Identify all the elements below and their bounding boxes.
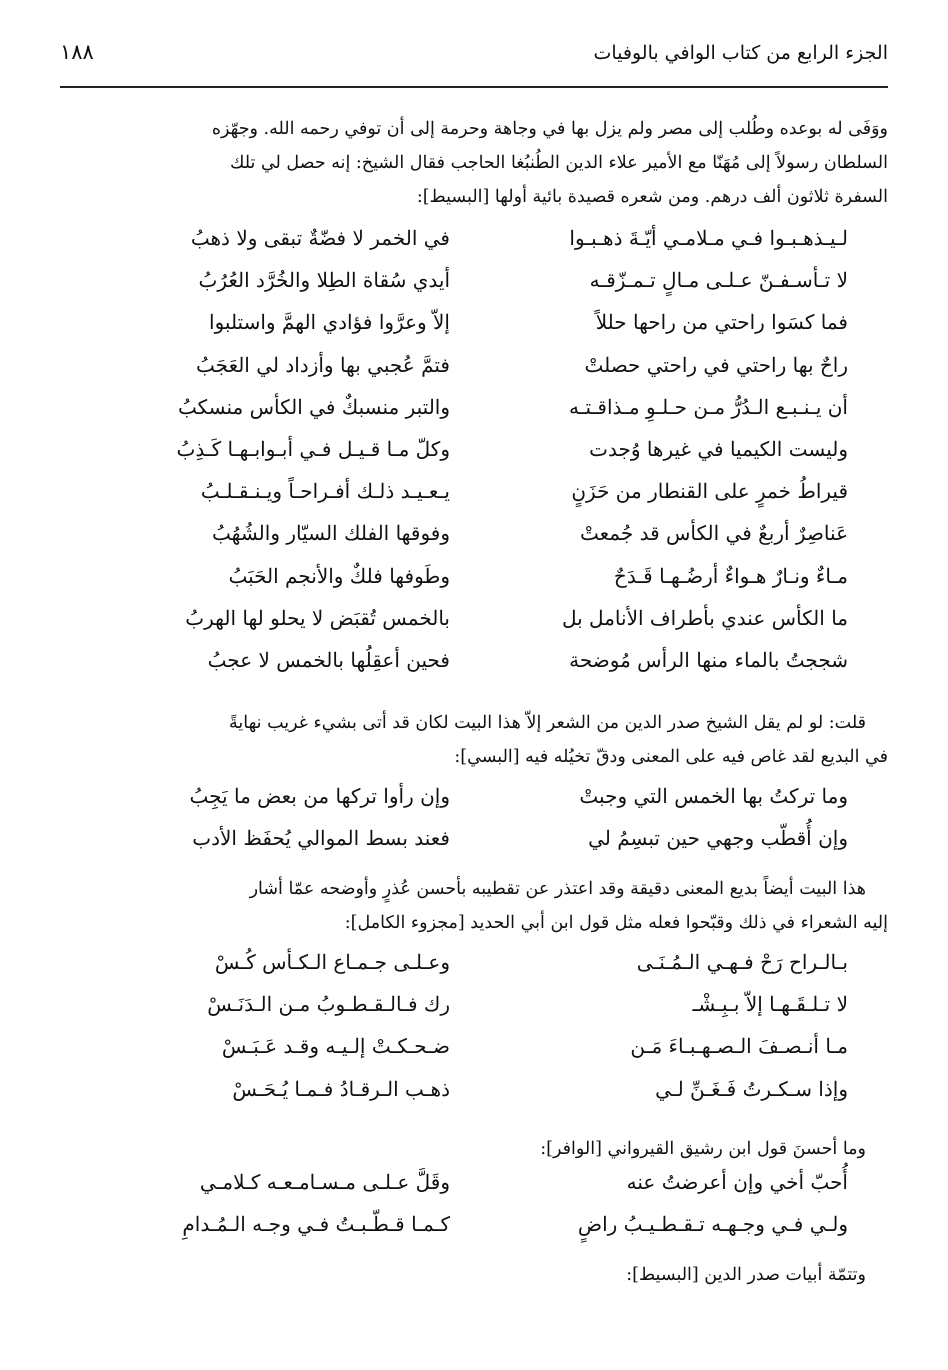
verse-line	[60, 644, 888, 686]
hemistich-first: لا تـلـقَـهـا إلاّ بـبِـشْـ	[692, 992, 848, 1017]
verse-line	[60, 306, 888, 348]
poem-block-4	[60, 1166, 888, 1250]
hemistich-first: ولـي فـي وجـهـه تـقـطـيـبُ راضٍ	[577, 1212, 848, 1237]
prose-line: هذا البيت أيضاً بديع المعنى دقيقة وقد اعتذر عن تقطيبه بأحسن عُذرٍ وأوضحه عمّا أشار	[249, 879, 866, 899]
verse-line	[60, 1166, 888, 1208]
hemistich-second: كـمـا قـطّـبـتُ فـي وجـه الـمُـدامِ	[182, 1212, 450, 1237]
poem-block-2	[60, 780, 888, 864]
verse-line	[60, 391, 888, 433]
hemistich-second: بالخمس تُقبَض لا يحلو لها الهربُ	[185, 605, 450, 630]
prose-paragraph-5	[60, 1258, 888, 1292]
poem-block-3	[60, 946, 888, 1115]
verse-line	[60, 780, 888, 822]
verse-line	[60, 349, 888, 391]
verse-line	[60, 1030, 888, 1072]
verse-line	[60, 822, 888, 864]
verse-line	[60, 1208, 888, 1250]
hemistich-second: ضـحـكـتْ إلـيـه وقـد عَـبَـسْ	[221, 1034, 450, 1059]
prose-paragraph-2	[60, 706, 888, 774]
hemistich-first: وإذا سـكـرتُ فَـغَـنِّ لـي	[655, 1076, 848, 1101]
running-header	[60, 36, 888, 88]
hemistich-first: وليست الكيميا في غيرها وُجدت	[589, 436, 848, 461]
prose-paragraph-4	[60, 1132, 888, 1166]
hemistich-first: وما تركتُ بها الخمس التي وجبتْ	[579, 784, 848, 808]
hemistich-first: لـيـذهـبـوا فـي مـلامـي أيّـةَ ذهـبـوا	[569, 226, 848, 250]
hemistich-second: فتمَّ عُجبي بها وأزداد لي العَجَبُ	[196, 352, 450, 377]
verse-line	[60, 264, 888, 306]
prose-line: في البديع لقد غاص فيه على المعنى ودقّ تخيُله فيه [البسي]:	[454, 747, 888, 767]
verse-line	[60, 988, 888, 1030]
hemistich-second: أيدي سُقاة الطِلا والخُرَّد العُرُبُ	[198, 268, 450, 293]
hemistich-first: قيراطُ خمرٍ على القنطار من حَزَنٍ	[571, 479, 848, 504]
hemistich-first: أُحبّ أخي وإن أعرضتُ عنه	[626, 1170, 848, 1194]
hemistich-first: ما الكأس عندي بأطراف الأنامل بل	[561, 605, 848, 630]
verse-line	[60, 475, 888, 517]
hemistich-second: ذهـب الـرقـادُ فـمـا يُـحَـسْ	[232, 1076, 450, 1101]
verse-line	[60, 560, 888, 602]
hemistich-second: وعـلـى جـمـاع الـكـأس كُـسْ	[214, 950, 450, 974]
hemistich-first: عَناصِرٌ أربعٌ في الكأس قد جُمعتْ	[580, 521, 848, 546]
verse-line	[60, 517, 888, 559]
verse-line	[60, 946, 888, 988]
hemistich-second: فحين أعقِلُها بالخمس لا عجبُ	[207, 647, 450, 672]
verse-line	[60, 433, 888, 475]
hemistich-first: مـاءٌ ونـارٌ هـواءٌ أرضُـهـا قَـدَحٌ	[613, 563, 848, 588]
prose-paragraph-1	[60, 112, 888, 214]
prose-line: السلطان رسولاً إلى مُهَنّا مع الأمير علاء الدين الطُنبُغا الحاجب فقال الشيخ: إنه حصل لي تلك	[229, 153, 888, 173]
hemistich-first: بـالـراح رَحْ فـهـي الـمُـنَـى	[636, 950, 848, 974]
header-rule	[60, 86, 888, 88]
verse-line	[60, 222, 888, 264]
hemistich-first: أن يـنـبـع الـدُرُّ مـن حـلـوِ مـذاقـتـه	[568, 394, 848, 419]
hemistich-second: إلاّ وعرَّوا فؤادي الهمَّ واستلبوا	[209, 310, 450, 335]
prose-line: ووَفَى له بوعده وطُلب إلى مصر ولم يزل بها في وجاهة وحرمة إلى أن توفي رحمه الله. وجهّزه	[211, 119, 888, 139]
verse-line	[60, 602, 888, 644]
hemistich-second: رك فـالـقـطـوبُ مـن الـدَنَـسْ	[207, 992, 450, 1017]
hemistich-first: فما كسَوا راحتي من راحها حللاً	[595, 310, 848, 335]
hemistich-second: يـعـيـد ذلـك أفـراحـاً ويـنـقـلـبُ	[200, 479, 450, 504]
header-title: الجزء الرابع من كتاب الوافي بالوفيات	[593, 42, 888, 64]
hemistich-second: وفوقها الفلك السيّار والشُهُبُ	[211, 521, 450, 546]
hemistich-second: في الخمر لا فضّةٌ تبقى ولا ذهبُ	[190, 226, 450, 250]
prose-line: السفرة ثلاثون ألف درهم. ومن شعره قصيدة بائية أولها [البسيط]:	[416, 187, 888, 207]
prose-line: وما أحسنَ قول ابن رشيق القيرواني [الوافر]:	[540, 1139, 866, 1159]
verse-line	[60, 1073, 888, 1115]
prose-paragraph-3	[60, 872, 888, 940]
prose-line: قلت: لو لم يقل الشيخ صدر الدين من الشعر إلاّ هذا البيت لكان قد أتى بشيء غريب نهايةً	[229, 713, 866, 733]
hemistich-second: وكلّ مـا قـيـل فـي أبـوابـهـا كَـذِبُ	[176, 436, 450, 461]
hemistich-first: وإن أُقطّب وجهي حين تبسِمُ لي	[588, 826, 848, 851]
poem-block-1	[60, 222, 888, 686]
hemistich-second: والتبر منسبكٌ في الكأس منسكبُ	[177, 394, 450, 419]
hemistich-first: شججتُ بالماء منها الرأس مُوضحة	[569, 647, 848, 672]
page	[60, 36, 888, 1346]
prose-line: وتتمّة أبيات صدر الدين [البسيط]:	[626, 1265, 866, 1285]
page-number: ١٨٨	[60, 40, 94, 64]
hemistich-first: مـا أنـصـفَ الـصـهـبـاءَ مَـن	[630, 1034, 848, 1059]
hemistich-second: وقَلَّ عـلـى مـسـامـعـه كـلامـي	[199, 1170, 450, 1194]
prose-line: إليه الشعراء في ذلك وقبّحوا فعله مثل قول ابن أبي الحديد [مجزوء الكامل]:	[344, 913, 888, 933]
hemistich-second: وطَوفها فلكٌ والأنجم الحَبَبُ	[228, 563, 450, 588]
hemistich-second: وإن رأوا تركها من بعض ما يَجِبُ	[189, 784, 450, 808]
hemistich-second: فعند بسط الموالي يُحفَظ الأدب	[192, 826, 450, 851]
hemistich-first: راحٌ بها راحتي في راحتي حصلتْ	[584, 352, 848, 377]
hemistich-first: لا تـأسـفـنّ عـلـى مـالٍ تـمـزّقـه	[589, 268, 848, 293]
